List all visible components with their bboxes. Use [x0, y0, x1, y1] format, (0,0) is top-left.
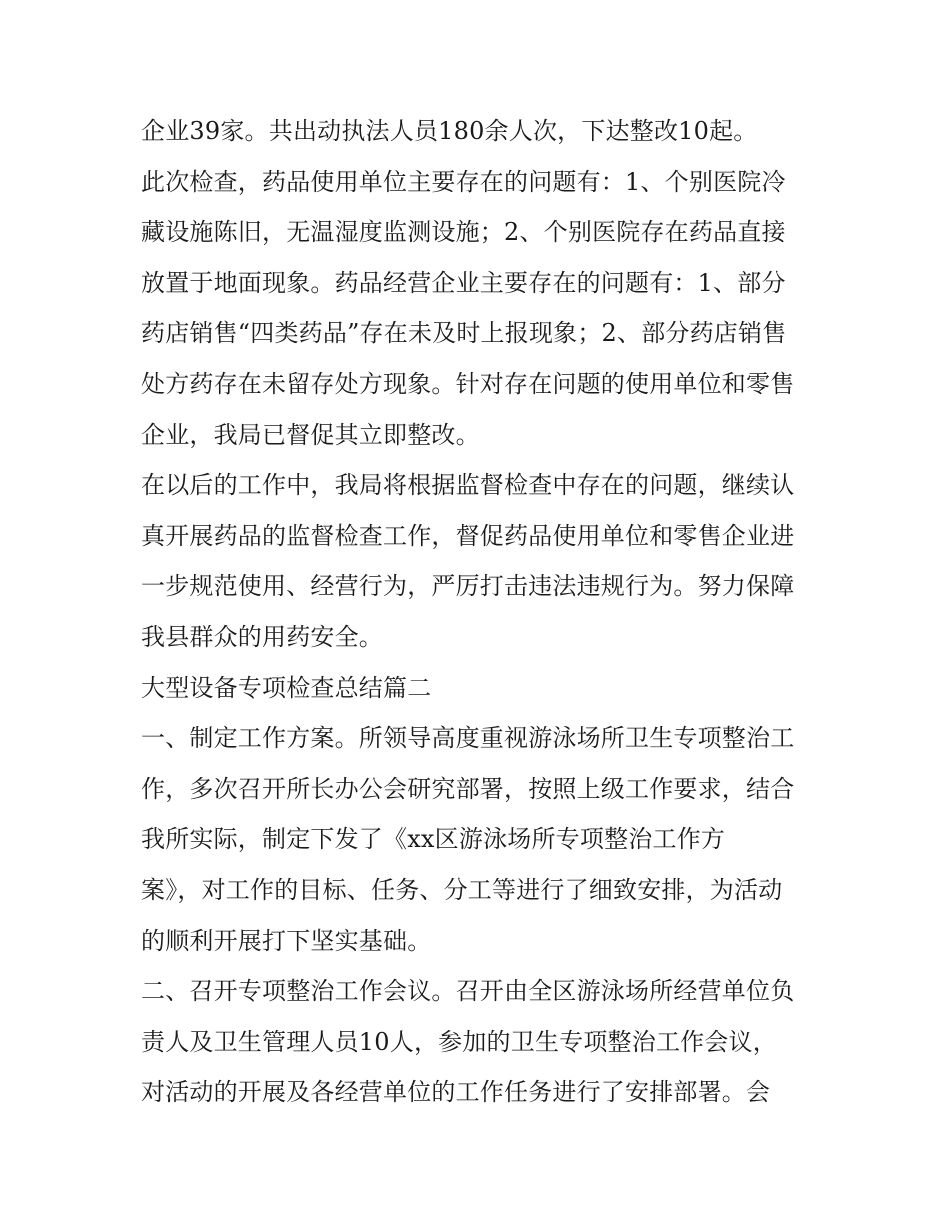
- text-line: 我县群众的用药安全。: [141, 622, 383, 651]
- document-body: [141, 106, 821, 1118]
- text-line: 责人及卫生管理人员10人，参加的卫生专项整治工作会议，: [141, 1027, 777, 1056]
- text-line: 二、召开专项整治工作会议。召开由全区游泳场所经营单位负: [141, 977, 795, 1006]
- text-line: 企业，我局已督促其立即整改。: [141, 420, 480, 449]
- text-line: 在以后的工作中，我局将根据监督检查中存在的问题，继续认: [141, 471, 795, 500]
- text-line: 药店销售“四类药品”存在未及时上报现象；2、部分药店销售: [141, 319, 787, 348]
- text-line: 对活动的开展及各经营单位的工作任务进行了安排部署。会: [141, 1078, 771, 1107]
- text-line: 藏设施陈旧，无温湿度监测设施；2、个别医院存在药品直接: [141, 218, 786, 247]
- text-line: 一、制定工作方案。所领导高度重视游泳场所卫生专项整治工: [141, 724, 795, 753]
- text-line: 作，多次召开所长办公会研究部署，按照上级工作要求，结合: [141, 774, 795, 803]
- text-line: 的顺利开展打下坚实基础。: [141, 926, 432, 955]
- text-line: 企业39家。共出动执法人员180余人次，下达整改10起。: [141, 117, 758, 145]
- text-line: 放置于地面现象。药品经营企业主要存在的问题有：1、部分: [141, 268, 786, 297]
- text-line: 真开展药品的监督检查工作，督促药品使用单位和零售企业进: [141, 521, 795, 550]
- text-line: 一步规范使用、经营行为，严厉打击违法违规行为。努力保障: [141, 572, 795, 601]
- text-line: 此次检查，药品使用单位主要存在的问题有：1、个别医院冷: [141, 167, 786, 196]
- text-line: 案》，对工作的目标、任务、分工等进行了细致安排，为活动: [141, 875, 783, 904]
- text-line: 我所实际，制定下发了《xx区游泳场所专项整治工作方: [141, 825, 726, 854]
- text-line: 处方药存在未留存处方现象。针对存在问题的使用单位和零售: [141, 369, 795, 398]
- section-heading: 大型设备专项检查总结篇二: [141, 673, 432, 702]
